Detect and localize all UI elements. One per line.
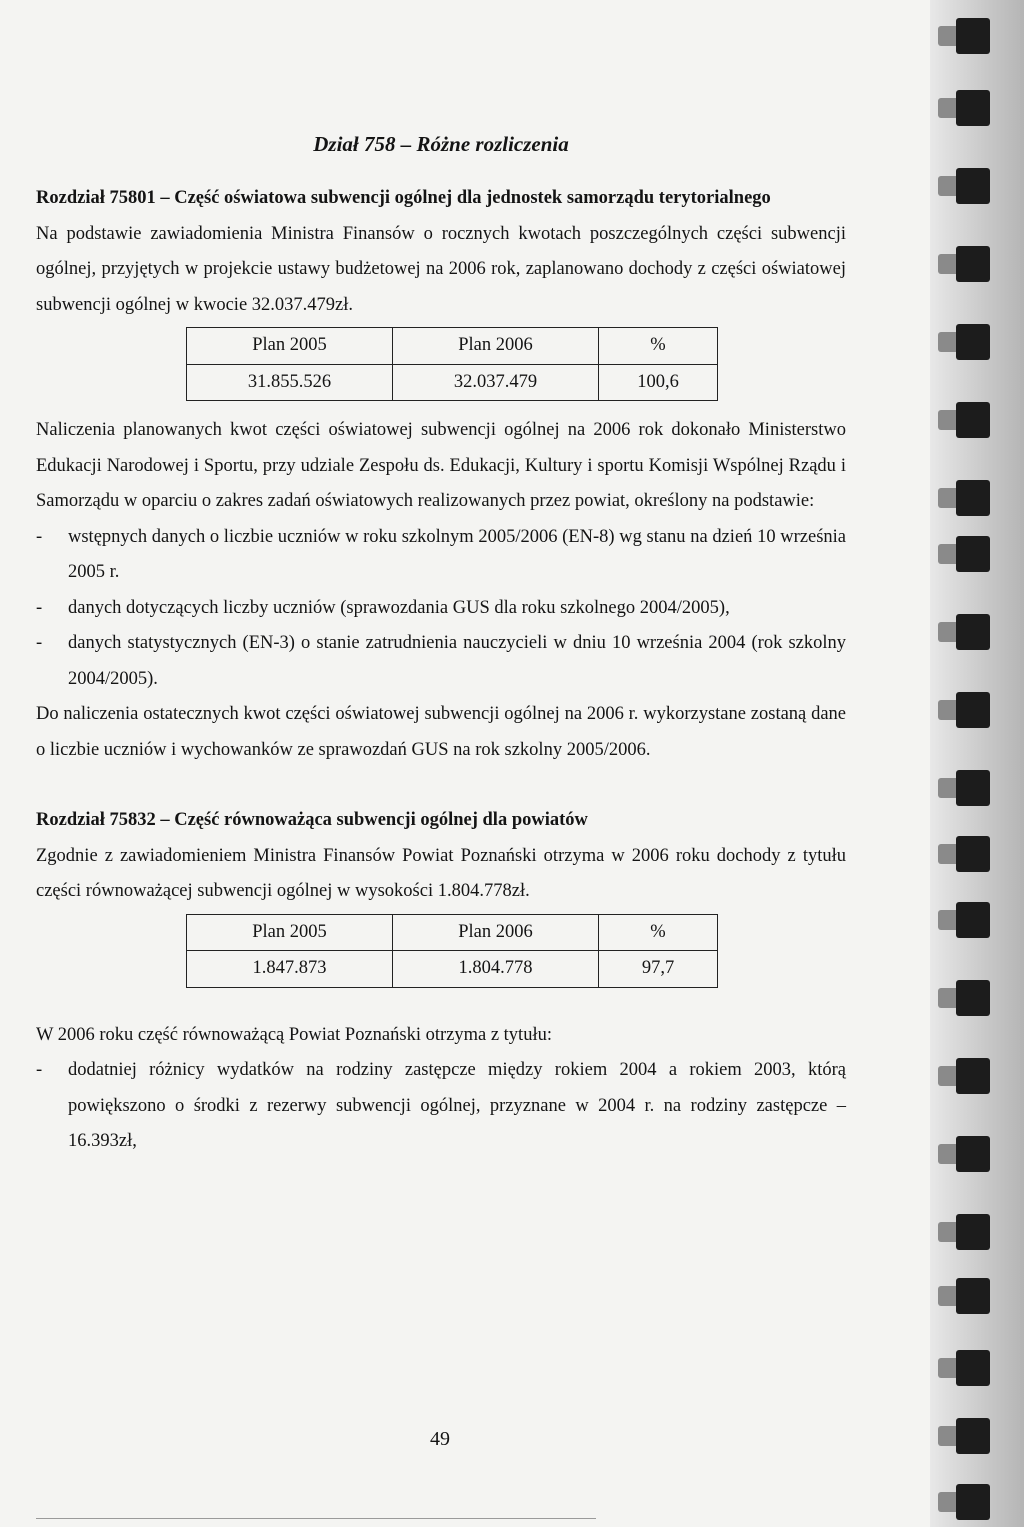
binding-ring (956, 324, 990, 360)
table-header-row (187, 914, 718, 951)
table-header-row (187, 328, 718, 365)
basis-list (36, 520, 846, 698)
table-cell: 31.855.526 (187, 364, 393, 401)
plan-table-75832 (186, 914, 718, 988)
binding-ring (956, 1418, 990, 1454)
binding-ring (956, 1350, 990, 1386)
table-row (187, 951, 718, 988)
binding-ring (956, 980, 990, 1016)
section-title-75801: Rozdział 75801 – Część oświatowa subwencji ogólnej dla jednostek samorządu terytorialnego (36, 188, 771, 208)
table-header-cell: Plan 2006 (393, 328, 599, 365)
binding-ring (956, 692, 990, 728)
binding-ring (956, 1484, 990, 1520)
table-cell: 1.847.873 (187, 951, 393, 988)
binding-ring (956, 1136, 990, 1172)
table-header-cell: Plan 2005 (187, 914, 393, 951)
section-title-75832: Rozdział 75832 – Część równoważąca subwencji ogólnej dla powiatów (36, 810, 588, 830)
section-75801-intro: Na podstawie zawiadomienia Ministra Finansów o rocznych kwotach poszczególnych części subwencji ogólnej, przyjętych w projekcie ustawy budżetowej na 2006 rok, zaplanowano dochody z części oświatowej subwencji ogólnej w kwocie 32.037.479zł. (36, 223, 846, 315)
table-header-cell: Plan 2005 (187, 328, 393, 365)
table-header-cell: % (599, 328, 718, 365)
sources-list (36, 1053, 846, 1160)
table-cell: 97,7 (599, 951, 718, 988)
section-75801-closing: Do naliczenia ostatecznych kwot części oświatowej subwencji ogólnej na 2006 r. wykorzystane zostaną dane o liczbie uczniów i wychowanków ze sprawozdań GUS na rok szkolny 2005/2006. (36, 704, 846, 760)
binding-ring (956, 902, 990, 938)
section-75832-paragraph: W 2006 roku część równoważącą Powiat Poznański otrzyma z tytułu: (36, 1024, 552, 1045)
list-item: - wstępnych danych o liczbie uczniów w roku szkolnym 2005/2006 (EN-8) wg stanu na dzień 10 września 2005 r. (36, 520, 846, 591)
page-heading: Dział 758 – Różne rozliczenia (313, 132, 569, 156)
list-item: - danych dotyczących liczby uczniów (sprawozdania GUS dla roku szkolnego 2004/2005), (36, 591, 846, 627)
binding-ring (956, 480, 990, 516)
table-cell: 32.037.479 (393, 364, 599, 401)
table-cell: 100,6 (599, 364, 718, 401)
table-row (187, 364, 718, 401)
binding-ring (956, 1058, 990, 1094)
section-75801-paragraph: Naliczenia planowanych kwot części oświatowej subwencji ogólnej na 2006 rok dokonało Ministerstwo Edukacji Narodowej i Sportu, przy udziale Zespołu ds. Edukacji, Kultury i sportu Komisji Wspólnej Rządu i Samorządu w oparciu o zakres zadań oświatowych realizowanych przez powiat, określony na podstawie: (36, 420, 846, 511)
list-item: - dodatniej różnicy wydatków na rodziny zastępcze między rokiem 2004 a rokiem 2003, którą powiększono o środki z rezerwy subwencji ogólnej, przyznane w 2004 r. na rodziny zastępcze – 16.393zł, (36, 1053, 846, 1160)
binding-ring (956, 18, 990, 54)
binding-ring (956, 90, 990, 126)
binding-ring (956, 1278, 990, 1314)
page-number: 49 (430, 1428, 450, 1450)
binding-ring (956, 1214, 990, 1250)
binding-ring (956, 614, 990, 650)
binding-ring (956, 770, 990, 806)
binding-ring (956, 536, 990, 572)
list-item: - danych statystycznych (EN-3) o stanie zatrudnienia nauczycieli w dniu 10 września 2004 (rok szkolny 2004/2005). (36, 626, 846, 697)
binding-ring (956, 836, 990, 872)
table-header-cell: % (599, 914, 718, 951)
binding-ring (956, 246, 990, 282)
plan-table-75801 (186, 327, 718, 401)
table-cell: 1.804.778 (393, 951, 599, 988)
document-body (36, 125, 846, 1160)
divider (36, 1518, 596, 1519)
table-header-cell: Plan 2006 (393, 914, 599, 951)
binding-ring (956, 168, 990, 204)
binding-ring (956, 402, 990, 438)
section-75832-intro: Zgodnie z zawiadomieniem Ministra Finansów Powiat Poznański otrzyma w 2006 roku dochody z tytułu części równoważącej subwencji ogólnej w wysokości 1.804.778zł. (36, 845, 846, 901)
